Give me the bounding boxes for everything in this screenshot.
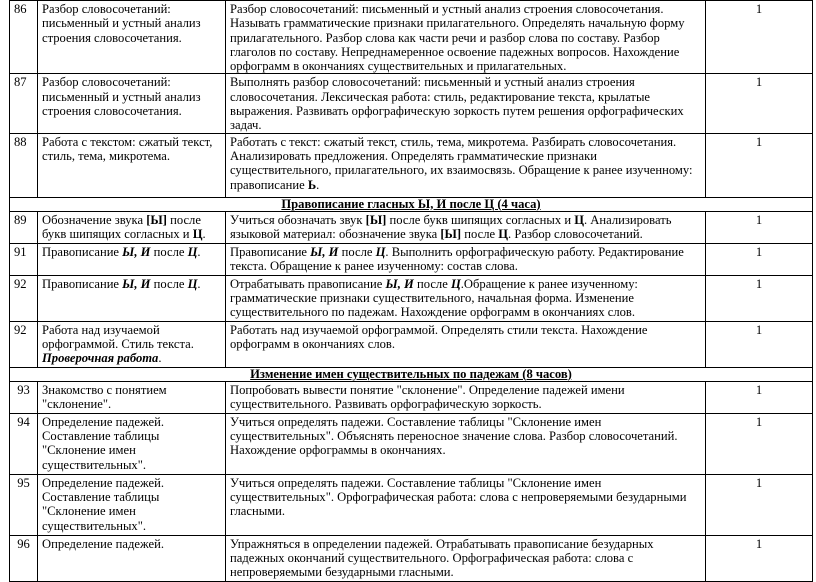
lesson-hours: 1 [706, 74, 813, 133]
lesson-activity: Попробовать вывести понятие "склонение". Определение падежей имени существительного. Развивать орфографическую зоркость. [226, 381, 706, 413]
lesson-activity: Учиться определять падежи. Составление таблицы "Склонение имен существительных". Объяснять переносное значение слова. Разбор словосочетаний. Нахождение орфограммы в окончаниях. [226, 413, 706, 474]
text-part: после [150, 244, 188, 259]
text-part: после букв шипящих согласных и [42, 212, 201, 241]
text-bold-italic: Ы, И [122, 244, 151, 259]
lesson-number: 95 [10, 474, 38, 535]
lesson-number: 92 [10, 275, 38, 321]
lesson-hours: 1 [706, 211, 813, 243]
text-part: . [202, 226, 206, 241]
section-heading [10, 367, 813, 381]
text-part: Правописание [42, 276, 123, 291]
text-part: . [197, 276, 201, 291]
section-row [10, 367, 813, 381]
text-bold-italic: Проверочная работа [42, 351, 159, 366]
text-bold: [Ы] [146, 212, 167, 227]
lesson-topic: Определение падежей. Составление таблицы "Склонение имен существительных". [38, 474, 226, 535]
text-part: . Выполнить орфографическую работу. Редактирование текста. Обращение к ранее изученному: состав слова. [230, 244, 684, 273]
text-part: после [461, 226, 499, 241]
lesson-topic: Разбор словосочетаний: письменный и устный анализ строения словосочетания. [38, 74, 226, 133]
lesson-topic [38, 243, 226, 275]
lesson-topic: Работа с текстом: сжатый текст, стиль, тема, микротема. [38, 133, 226, 197]
lesson-number: 92 [10, 321, 38, 367]
text-bold: Ц [574, 212, 584, 227]
lesson-number: 91 [10, 243, 38, 275]
text-bold-italic: Ы, И [122, 276, 151, 291]
text-part: Правописание [230, 244, 311, 259]
text-bold-italic: Ц [375, 244, 386, 259]
text-part: . Разбор словосочетаний. [508, 226, 643, 241]
text-bold-italic: Ц [187, 276, 198, 291]
text-bold: Ц [498, 226, 509, 241]
lesson-number: 88 [10, 133, 38, 197]
lesson-topic [38, 275, 226, 321]
text-bold: [Ы] [365, 212, 387, 227]
section-title: Правописание гласных Ы, И после Ц (4 часа) [281, 197, 541, 211]
table-row [10, 74, 813, 133]
section-row [10, 197, 813, 211]
text-bold: Ц [192, 226, 203, 241]
lesson-activity: Выполнять разбор словосочетаний: письменный и устный анализ строения словосочетания. Лексическая работа: стиль, редактирование текста, крылатые выражения. Развивать орфографическую зоркость путем решения орфографических задач. [226, 74, 706, 133]
lesson-activity: Разбор словосочетаний: письменный и устный анализ строения словосочетания. Называть грамматические признаки прилагательного. Определять начальную форму прилагательного. Разбор слова как части речи и разбор слова по составу. Разбор глаголов по составу. Непреднамеренное освоение падежных вопросов. Нахождение орфограмм в окончаниях существительных и прилагательных. [226, 1, 706, 74]
lesson-hours: 1 [706, 133, 813, 197]
lesson-hours: 1 [706, 243, 813, 275]
text-bold-italic: Ы, И [385, 276, 414, 291]
table-row [10, 133, 813, 197]
lesson-topic [38, 321, 226, 367]
table-row [10, 275, 813, 321]
lesson-hours: 1 [706, 474, 813, 535]
lesson-hours: 1 [706, 275, 813, 321]
text-part: . [158, 351, 162, 366]
table-row [10, 1, 813, 74]
table-row [10, 474, 813, 535]
lesson-topic: Определение падежей. Составление таблицы "Склонение имен существительных". [38, 413, 226, 474]
lesson-hours: 1 [706, 413, 813, 474]
lesson-topic: Знакомство с понятием "склонение". [38, 381, 226, 413]
text-part: после [338, 244, 376, 259]
lesson-hours: 1 [706, 321, 813, 367]
text-bold-italic: Ц [187, 244, 198, 259]
text-bold: [Ы] [440, 226, 462, 241]
text-part: после букв шипящих согласных и [386, 212, 575, 227]
lesson-number: 96 [10, 535, 38, 581]
lesson-number: 93 [10, 381, 38, 413]
lesson-topic [38, 211, 226, 243]
lesson-number: 87 [10, 74, 38, 133]
lesson-number: 94 [10, 413, 38, 474]
lesson-activity: Учиться определять падежи. Составление таблицы "Склонение имен существительных". Орфографическая работа: слова с непроверяемыми безударными гласными. [226, 474, 706, 535]
lesson-activity [226, 211, 706, 243]
lesson-activity: Работать с текст: сжатый текст, стиль, тема, микротема. Разбирать словосочетания. Анализировать предложения. Определять грамматические признаки существительного, прилагательного, их взаимосвязь. Обращение к ранее изученному: правописание Ь. [226, 133, 706, 197]
lesson-plan-table [9, 0, 813, 582]
table-row [10, 321, 813, 367]
lesson-activity [226, 275, 706, 321]
table-row [10, 243, 813, 275]
section-title: Изменение имен существительных по падежам (8 часов) [250, 367, 572, 381]
text-part: Работа над изучаемой орфограммой. Стиль текста. [42, 322, 194, 351]
table-row [10, 413, 813, 474]
text-part: после [150, 276, 188, 291]
lesson-number: 86 [10, 1, 38, 74]
table-row [10, 211, 813, 243]
lesson-number: 89 [10, 211, 38, 243]
lesson-activity: Работать над изучаемой орфограммой. Определять стили текста. Нахождение орфограмм в окончаниях слов. [226, 321, 706, 367]
activity-bold-letter: Ь [307, 177, 317, 192]
table-row [10, 535, 813, 581]
lesson-activity [226, 243, 706, 275]
section-heading [10, 197, 813, 211]
text-bold-italic: Ы, И [310, 244, 339, 259]
text-part: Учиться обозначать звук [230, 212, 366, 227]
text-part: . [197, 244, 201, 259]
text-part: Отрабатывать правописание [230, 276, 386, 291]
text-part: Обозначение звука [42, 212, 147, 227]
lesson-topic: Определение падежей. [38, 535, 226, 581]
lesson-hours: 1 [706, 535, 813, 581]
text-part: после [413, 276, 451, 291]
table-row [10, 381, 813, 413]
text-bold-italic: Ц [450, 276, 461, 291]
activity-text: Работать с текст: сжатый текст, стиль, тема, микротема. Разбирать словосочетания. Анализировать предложения. Определять грамматические признаки существительного, прилагательного, их взаимосвязь. Обращение к ранее изученному: правописание [230, 134, 693, 192]
text-part: .Обращение к ранее изученному: грамматические признаки существительного, начальная форма. Изменение существительного по падежам. Нахождение орфограмм в окончаниях слов. [230, 276, 638, 320]
lesson-topic: Разбор словосочетаний: письменный и устный анализ строения словосочетания. [38, 1, 226, 74]
text-part: Правописание [42, 244, 123, 259]
text-part: . Анализировать языковой материал: обозначение звука [230, 212, 672, 241]
lesson-hours: 1 [706, 381, 813, 413]
lesson-hours: 1 [706, 1, 813, 74]
lesson-activity: Упражняться в определении падежей. Отрабатывать правописание безударных падежных окончаний существительного. Орфографическая работа: слова с непроверяемыми безударными гласными. [226, 535, 706, 581]
